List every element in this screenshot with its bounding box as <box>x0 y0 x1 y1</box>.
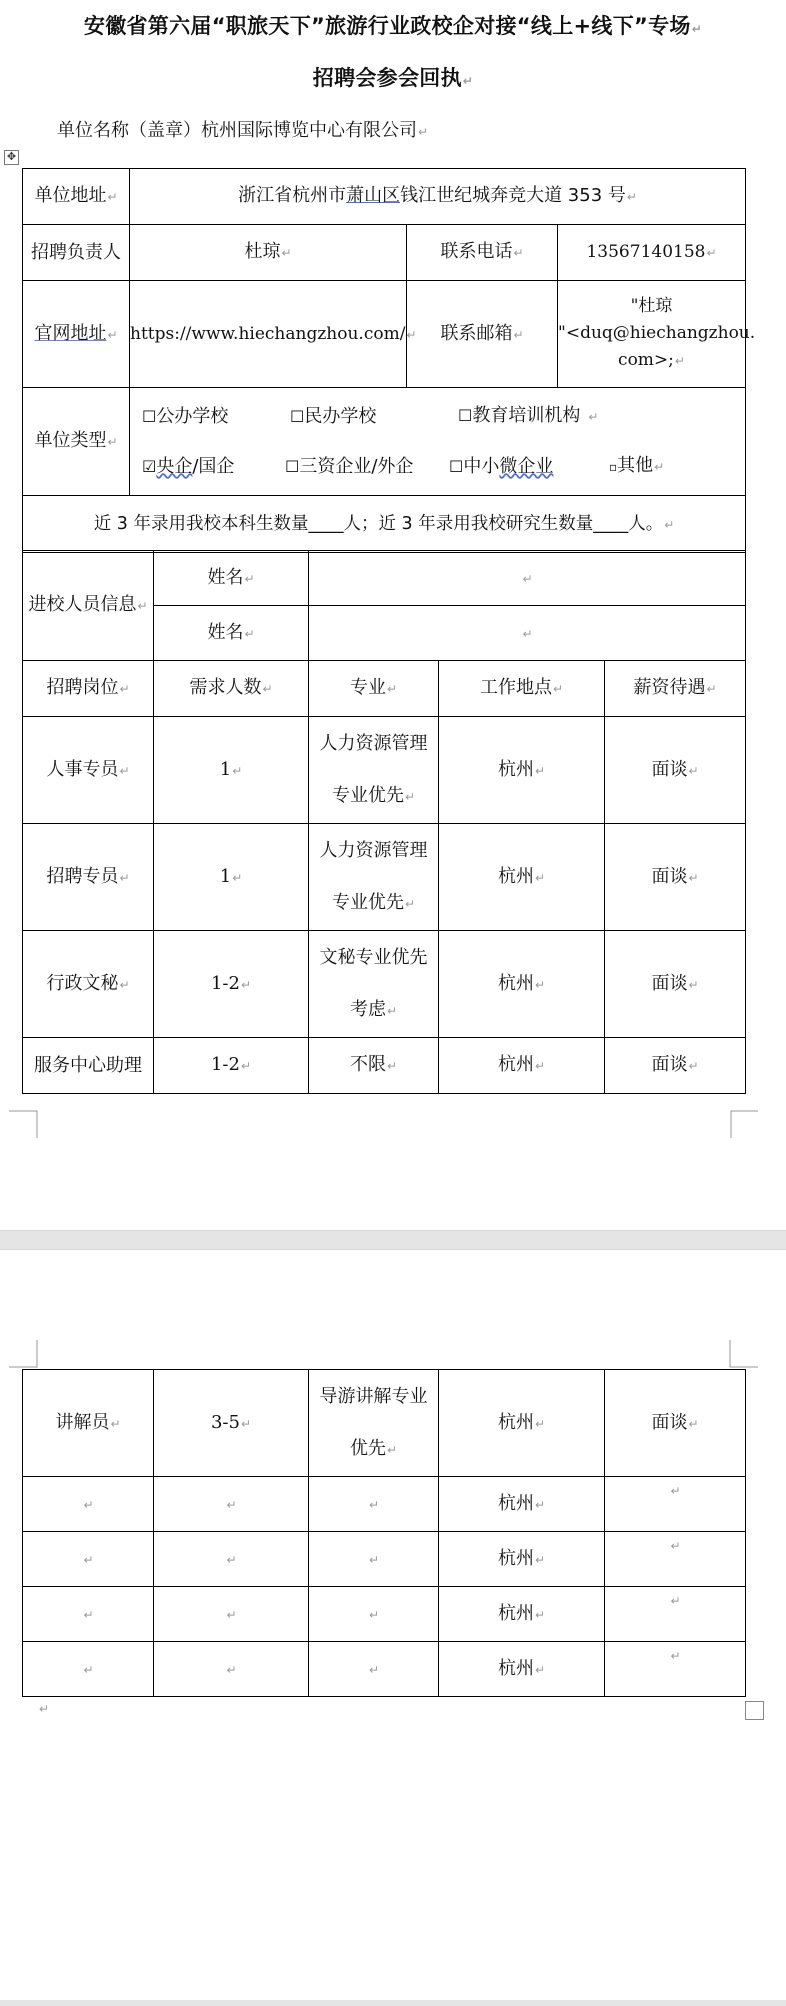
empty-cell[interactable]: ↵ <box>23 1642 154 1697</box>
empty-cell[interactable]: ↵ <box>605 1642 746 1697</box>
phone-value[interactable]: 13567140158↵ <box>558 225 746 281</box>
table-row <box>23 824 746 931</box>
empty-cell[interactable]: ↵ <box>309 1477 439 1532</box>
option-sme[interactable]: ☐中小微企业 <box>449 454 609 480</box>
job-count[interactable]: 3-5↵ <box>154 1370 309 1477</box>
unit-type-options <box>130 388 746 496</box>
empty-cell[interactable]: ↵ <box>605 1587 746 1642</box>
header-salary: 薪资待遇↵ <box>605 661 746 717</box>
job-salary[interactable]: 面谈↵ <box>605 717 746 824</box>
job-position[interactable]: 人事专员↵ <box>23 717 154 824</box>
company-label: 单位名称（盖章） <box>57 120 201 141</box>
table-row <box>23 1370 746 1477</box>
option-public-school[interactable]: ☐公办学校 <box>142 404 290 430</box>
document-title-line-2: 招聘会参会回执↵ <box>312 66 474 90</box>
job-count[interactable]: 1↵ <box>154 824 309 931</box>
job-location[interactable]: 杭州↵ <box>439 1038 605 1094</box>
unit-type-label: 单位类型↵ <box>23 388 130 496</box>
email-label: 联系邮箱↵ <box>407 281 558 388</box>
empty-cell[interactable]: ↵ <box>23 1587 154 1642</box>
empty-cell[interactable]: ↵ <box>309 1587 439 1642</box>
visitor-name-label-1: 姓名↵ <box>154 551 309 606</box>
phone-label: 联系电话↵ <box>407 225 558 281</box>
visitor-name-value-1[interactable]: ↵ <box>309 551 746 606</box>
job-count[interactable]: 1↵ <box>154 717 309 824</box>
info-table <box>22 168 756 553</box>
empty-cell[interactable]: ↵ <box>605 1477 746 1532</box>
page-corner-mark-icon <box>9 1110 37 1138</box>
job-salary[interactable]: 面谈↵ <box>605 824 746 931</box>
checkbox-unchecked-icon[interactable]: ☐ <box>285 456 300 476</box>
empty-cell[interactable]: ↵ <box>154 1477 309 1532</box>
company-name: 杭州国际博览中心有限公司 <box>201 120 417 141</box>
job-major[interactable]: 导游讲解专业 优先↵ <box>309 1370 439 1477</box>
checkbox-unchecked-icon[interactable]: ☐ <box>142 406 157 426</box>
table-row <box>23 1038 746 1094</box>
empty-cell[interactable]: ↵ <box>154 1587 309 1642</box>
empty-cell[interactable]: ↵ <box>309 1532 439 1587</box>
job-position[interactable]: 讲解员↵ <box>23 1370 154 1477</box>
job-location[interactable]: 杭州↵ <box>439 1587 605 1642</box>
job-major[interactable]: 人力资源管理 专业优先↵ <box>309 717 439 824</box>
table-row <box>23 717 746 824</box>
option-foreign[interactable]: ☐三资企业/外企 <box>285 454 449 480</box>
checkbox-unchecked-icon[interactable]: ☐ <box>449 456 464 476</box>
job-position[interactable]: 服务中心助理 <box>23 1038 154 1094</box>
website-value[interactable]: https://www.hiechangzhou.com/↵ <box>130 281 407 388</box>
header-major: 专业↵ <box>309 661 439 717</box>
checkbox-small-icon[interactable]: ▫ <box>609 460 618 474</box>
table-row <box>23 1477 746 1532</box>
table-row <box>23 1642 746 1697</box>
job-major[interactable]: 文秘专业优先 考虑↵ <box>309 931 439 1038</box>
email-value[interactable]: "杜琼 "<duq@hiechangzhou. com>;↵ <box>558 281 746 388</box>
checkbox-unchecked-icon[interactable]: ☐ <box>458 406 473 425</box>
empty-cell[interactable]: ↵ <box>154 1532 309 1587</box>
empty-cell[interactable]: ↵ <box>23 1477 154 1532</box>
job-salary[interactable]: 面谈↵ <box>605 1370 746 1477</box>
company-line: 单位名称（盖章）杭州国际博览中心有限公司↵ <box>57 120 429 141</box>
address-value[interactable]: 浙江省杭州市萧山区钱江世纪城奔竞大道 353 号↵ <box>130 169 746 225</box>
table-row <box>23 1532 746 1587</box>
job-count[interactable]: 1-2↵ <box>154 1038 309 1094</box>
option-private-school[interactable]: ☐民办学校 <box>290 404 458 430</box>
website-label: 官网地址↵ <box>23 281 130 388</box>
option-central-soe[interactable]: ☑央企/国企 <box>142 454 285 480</box>
checkbox-checked-icon[interactable]: ☑ <box>142 456 157 476</box>
table-row <box>23 931 746 1038</box>
manager-label: 招聘负责人 <box>23 225 130 281</box>
document-title-line-1: 安徽省第六届“职旅天下”旅游行业政校企对接“线上+线下”专场↵ <box>83 14 703 38</box>
visitor-name-value-2[interactable]: ↵ <box>309 606 746 661</box>
empty-cell[interactable]: ↵ <box>605 1532 746 1587</box>
paragraph-end-mark: ↵ <box>39 1702 50 1716</box>
address-label: 单位地址↵ <box>23 169 130 225</box>
header-count: 需求人数↵ <box>154 661 309 717</box>
job-count[interactable]: 1-2↵ <box>154 931 309 1038</box>
empty-cell[interactable]: ↵ <box>154 1642 309 1697</box>
job-position[interactable]: 招聘专员↵ <box>23 824 154 931</box>
visitor-name-label-2: 姓名↵ <box>154 606 309 661</box>
hiring-stats[interactable]: 近 3 年录用我校本科生数量____人；近 3 年录用我校研究生数量____人。↵ <box>23 496 746 553</box>
option-training[interactable]: ☐教育培训机构 ↵ <box>458 403 598 430</box>
job-location[interactable]: 杭州↵ <box>439 1532 605 1587</box>
job-major[interactable]: 不限↵ <box>309 1038 439 1094</box>
empty-cell[interactable]: ↵ <box>309 1642 439 1697</box>
empty-cell[interactable]: ↵ <box>23 1532 154 1587</box>
jobs-table-continued <box>22 1369 746 1697</box>
table-move-handle-icon[interactable]: ✥ <box>4 150 19 165</box>
jobs-table <box>22 550 746 1094</box>
job-salary[interactable]: 面谈↵ <box>605 1038 746 1094</box>
job-major[interactable]: 人力资源管理 专业优先↵ <box>309 824 439 931</box>
job-location[interactable]: 杭州↵ <box>439 931 605 1038</box>
job-location[interactable]: 杭州↵ <box>439 1477 605 1532</box>
manager-value[interactable]: 杜琼↵ <box>130 225 407 281</box>
table-resize-handle-icon[interactable] <box>745 1701 764 1720</box>
page-corner-mark-icon <box>730 1110 758 1138</box>
job-location[interactable]: 杭州↵ <box>439 1642 605 1697</box>
page-corner-mark-icon <box>730 1340 758 1368</box>
job-location[interactable]: 杭州↵ <box>439 717 605 824</box>
table-row <box>23 1587 746 1642</box>
job-location[interactable]: 杭州↵ <box>439 1370 605 1477</box>
job-location[interactable]: 杭州↵ <box>439 824 605 931</box>
checkbox-unchecked-icon[interactable]: ☐ <box>290 406 305 426</box>
page-separator <box>0 1230 786 1250</box>
header-location: 工作地点↵ <box>439 661 605 717</box>
job-position[interactable]: 行政文秘↵ <box>23 931 154 1038</box>
job-salary[interactable]: 面谈↵ <box>605 931 746 1038</box>
header-position: 招聘岗位↵ <box>23 661 154 717</box>
page-separator-bottom <box>0 2000 786 2006</box>
option-other[interactable]: ▫其他↵ <box>609 453 664 480</box>
page-corner-mark-icon <box>9 1340 37 1368</box>
visitor-info-label: 进校人员信息↵ <box>23 551 154 661</box>
